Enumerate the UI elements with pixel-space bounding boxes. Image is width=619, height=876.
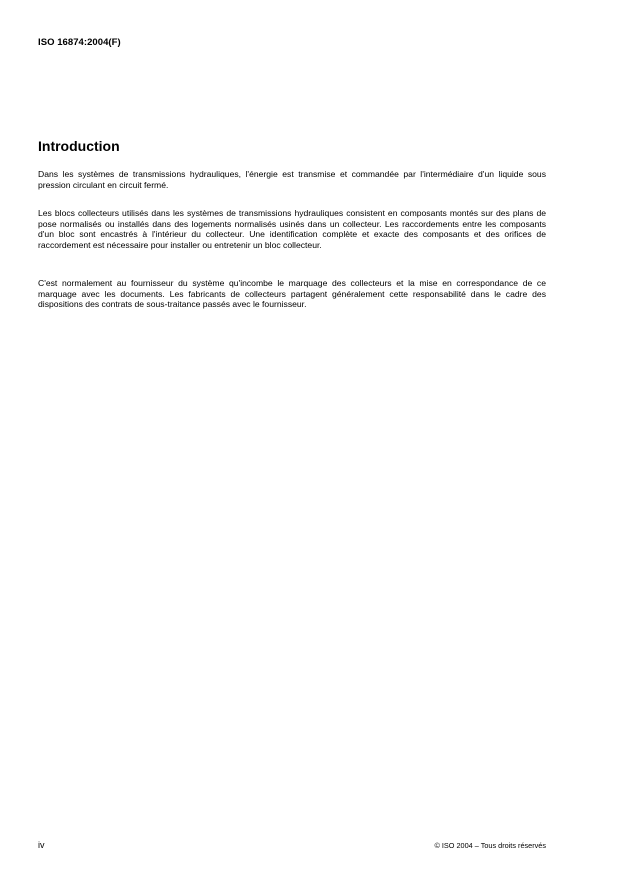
paragraph-3: C'est normalement au fournisseur du système qu'incombe le marquage des collecteurs et la mise en correspondance de ce marquage avec les documents. Les fabricants de collecteurs partagent généralement cette responsabilité dans le cadre des dispositions des contrats de sous-traitance passés avec le fournisseur. <box>38 278 546 309</box>
paragraph-1: Dans les systèmes de transmissions hydrauliques, l'énergie est transmise et commandée par l'intermédiaire d'un liquide sous pression circulant en circuit fermé. <box>38 169 546 190</box>
document-header-id: ISO 16874:2004(F) <box>38 37 121 48</box>
copyright-notice: © ISO 2004 – Tous droits réservés <box>434 841 546 850</box>
section-title: Introduction <box>38 138 120 154</box>
page-number: iv <box>38 840 45 850</box>
paragraph-2: Les blocs collecteurs utilisés dans les systèmes de transmissions hydrauliques consistent en composants montés sur des plans de pose normalisés ou installés dans des logements normalisés usinés dans un collecteur. Les raccordements entre les composants d'un bloc sont encastrés à l'intérieur du collecteur. Une identification complète et exacte des composants et des orifices de raccordement est nécessaire pour installer ou entretenir un bloc collecteur. <box>38 208 546 250</box>
